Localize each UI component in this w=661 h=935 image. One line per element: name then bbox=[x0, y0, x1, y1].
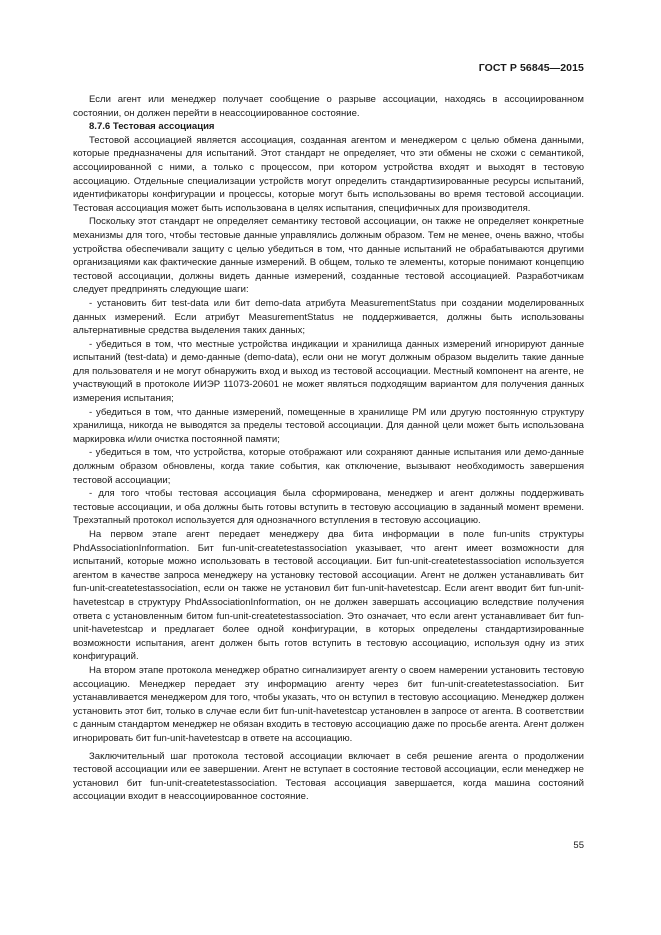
document-standard-id: ГОСТ Р 56845—2015 bbox=[478, 62, 584, 74]
paragraph: На первом этапе агент передает менеджеру два бита информации в поле fun-units структуры PhdAssociationInformation. Бит fun-unit-createtestassociation указывает, что агент имеет возможности для испытаний, которые можно использовать в тестовой ассоциации. Бит fun-unit-createtestassociation используется агентом в качестве запроса менеджеру на установку тестовой ассоциации. Агент не должен устанавливать бит fun-unit-createtestassociation, если он также не установил бит fun-unit-havetestcap. Если агент вводит бит fun-unit-havetestcap в структуру PhdAssociationInformation, он не должен завершать ассоциацию вследствие получения ответа с установленным битом fun-unit-createtestassociation. Это означает, что если агент устанавливает бит fun-unit-havetestcap и предлагает более одной конфигурации, в которых определены стандартизированные возможности испытания, агент должен быть готов вступить в тестовую ассоциацию, используя одну из этих конфигураций. bbox=[73, 529, 584, 663]
list-item: - убедиться в том, что местные устройства индикации и хранилища данных измерений игнорируют данные испытаний (test-data) и демо-данные (demo-data), если они не могут должным образом выделить такие данные для пользователя и не могут обнаружить вход и выход из тестовой ассоциации. Местный компонент на агенте, не участвующий в протоколе ИИЭР 11073-20601 не может являться подходящим вариантом для получения данных измерения испытания; bbox=[73, 338, 584, 405]
paragraph: Заключительный шаг протокола тестовой ассоциации включает в себя решение агента о продолжении тестовой ассоциации или ее завершении. Агент не вступает в состояние тестовой ассоциации, если менеджер не установил бит fun-unit-createtestassociation. Тестовая ассоциация завершается, когда машина состояний ассоциации входит в неассоциированное состояние. bbox=[73, 750, 584, 803]
list-item: - убедиться в том, что устройства, которые отображают или сохраняют данные испытания или демо-данные должным образом обновлены, когда такие события, как отключение, вызывают необходимость завершения тестовой ассоциации; bbox=[73, 447, 584, 486]
list-item: - установить бит test-data или бит demo-data атрибута MeasurementStatus при создании моделированных данных измерений. Если атрибут MeasurementStatus не поддерживается, должны быть использованы альтернативные средства выделения таких данных; bbox=[73, 297, 584, 337]
list-item: - убедиться в том, что данные измерений, помещенные в хранилище РМ или другую постоянную структуру хранилища, никогда не выводятся за пределы тестовой ассоциации. Для данной цели может быть использована маркировка и/или очистка постоянной памяти; bbox=[73, 406, 584, 445]
page-body bbox=[73, 93, 584, 804]
paragraph: Тестовой ассоциацией является ассоциация, созданная агентом и менеджером с целью обмена данными, которые предназначены для испытаний. Этот стандарт не определяет, что эти обмены не схожи с семантикой, ассоциированной с ними, а только с процессом, при котором устройства входят и выходят в тестовую ассоциацию. Отдельные специализации устройств могут определить стандартизированные ресурсы испытаний, идентификаторы конфигурации и процессы, которые могут быть использованы во время тестовой ассоциации. Тестовая ассоциация может быть использована в целях испытания, специфичных для производителя. bbox=[73, 134, 584, 214]
intro-paragraph: Если агент или менеджер получает сообщение о разрыве ассоциации, находясь в ассоциированном состоянии, он должен перейти в неассоциированное состояние. bbox=[73, 94, 584, 119]
section-heading: 8.7.6 Тестовая ассоциация bbox=[89, 121, 215, 133]
paragraph: Поскольку этот стандарт не определяет семантику тестовой ассоциации, он также не определяет конкретные механизмы для того, чтобы тестовые данные управлялись должным образом. Тем не менее, очень важно, чтобы устройства обеспечивали защиту с целью убедиться в том, что данные испытаний не обрабатываются другими организациями как фактические данные измерений. В общем, только те элементы, которые понимают концепцию тестовой ассоциации, должны видеть данные измерений, созданные тестовой ассоциацией. Разработчикам следует предпринять следующие шаги: bbox=[73, 216, 584, 296]
list-item: - для того чтобы тестовая ассоциация была сформирована, менеджер и агент должны поддерживать тестовые ассоциации, и оба должны быть готовы вступить в тестовую ассоциацию в заданный момент времени. Трехэтапный протокол используется для однозначного вступления в тестовую ассоциацию. bbox=[73, 488, 584, 527]
paragraph: На втором этапе протокола менеджер обратно сигнализирует агенту о своем намерении установить тестовую ассоциацию. Менеджер передает эту информацию агенту через бит fun-unit-createtestassociation. Бит устанавливается менеджером для того, чтобы указать, что он вступил в тестовую ассоциацию. Менеджер должен установить этот бит, только в случае если бит fun-unit-havetestcap установлен в запросе от агента. В соответствии с данным стандартом менеджер не обязан входить в тестовую ассоциацию даже по просьбе агента. Агент должен игнорировать бит fun-unit-havetestcap в ответе на ассоциацию. bbox=[73, 664, 584, 744]
page-number: 55 bbox=[573, 840, 584, 851]
